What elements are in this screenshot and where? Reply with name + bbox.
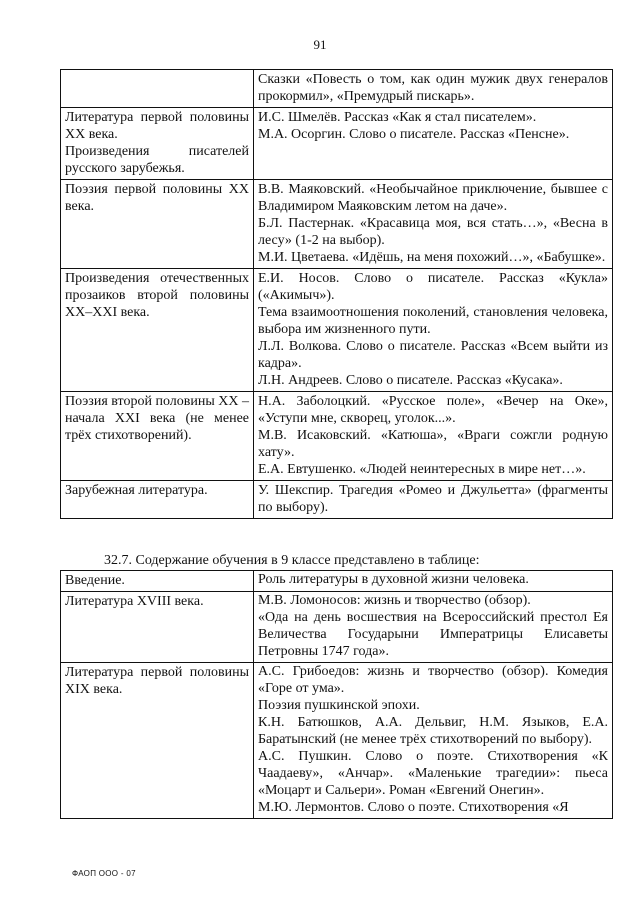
grade-9-content-table <box>60 570 613 819</box>
content-paragraph: Л.Л. Волкова. Слово о писателе. Рассказ «Всем выйти из кадра». <box>258 339 608 371</box>
topic-text: Поэзия второй половины XX – начала XXI века (не менее трёх стихотворений). <box>65 394 249 443</box>
topic-text: Литература XVIII века. <box>65 594 204 609</box>
topic-cell <box>61 108 254 180</box>
content-paragraph: М.И. Цветаева. «Идёшь, на меня похожий…», «Бабушке». <box>258 250 606 265</box>
content-cell <box>254 481 613 519</box>
topic-text: Литература первой половины XIX века. <box>65 665 249 697</box>
content-paragraph: В.В. Маяковский. «Необычайное приключение, бывшее с Владимиром Маяковским летом на даче». <box>258 182 608 214</box>
topic-cell <box>61 180 254 269</box>
content-paragraph: Тема взаимоотношения поколений, становления человека, выбора им жизненного пути. <box>258 305 608 337</box>
content-paragraph: А.С. Пушкин. Слово о поэте. Стихотворения «К Чаадаеву», «Анчар». «Маленькие трагедии»: пьеса «Моцарт и Сальери». Роман «Евгений Онегин». <box>258 749 608 798</box>
content-paragraph: И.С. Шмелёв. Рассказ «Как я стал писателем». <box>258 110 537 125</box>
topic-text: Введение. <box>65 573 125 588</box>
content-cell <box>254 180 613 269</box>
grade-8-content-table <box>60 69 613 519</box>
content-paragraph: К.Н. Батюшков, А.А. Дельвиг, Н.М. Языков, Е.А. Баратынский (не менее трёх стихотворений по выбору). <box>258 715 608 747</box>
content-cell <box>254 269 613 392</box>
content-cell <box>254 70 613 108</box>
content-paragraph: Е.И. Носов. Слово о писателе. Рассказ «Кукла» («Акимыч»). <box>258 271 608 303</box>
topic-cell <box>61 571 254 592</box>
content-paragraph: М.А. Осоргин. Слово о писателе. Рассказ «Пенсне». <box>258 127 570 142</box>
section-caption: 32.7. Содержание обучения в 9 классе представлено в таблице: <box>104 553 480 568</box>
content-paragraph: А.С. Грибоедов: жизнь и творчество (обзор). Комедия «Горе от ума». <box>258 664 608 696</box>
content-cell <box>254 571 613 592</box>
table-row <box>61 481 613 519</box>
content-paragraph: М.В. Исаковский. «Катюша», «Враги сожгли родную хату». <box>258 428 608 460</box>
content-cell <box>254 108 613 180</box>
grade-8-table-body <box>61 70 613 519</box>
table-row <box>61 571 613 592</box>
content-paragraph: У. Шекспир. Трагедия «Ромео и Джульетта» (фрагменты по выбору). <box>258 483 608 515</box>
table-row <box>61 592 613 663</box>
content-paragraph: М.В. Ломоносов: жизнь и творчество (обзор). <box>258 593 531 608</box>
topic-cell <box>61 70 254 108</box>
content-paragraph: М.Ю. Лермонтов. Слово о поэте. Стихотворения «Я <box>258 800 569 815</box>
page-number: 91 <box>313 37 327 52</box>
topic-text: Литература первой половины XX века. <box>65 110 249 142</box>
content-paragraph: Сказки «Повесть о том, как один мужик двух генералов прокормил», «Премудрый пискарь». <box>258 72 608 104</box>
table-row <box>61 269 613 392</box>
content-paragraph: «Ода на день восшествия на Всероссийский престол Ея Величества Государыни Императрицы Елисаветы Петровны 1747 года». <box>258 610 608 659</box>
topic-text: Зарубежная литература. <box>65 483 208 498</box>
content-paragraph: Роль литературы в духовной жизни человека. <box>258 572 529 587</box>
table-row <box>61 180 613 269</box>
content-cell <box>254 663 613 819</box>
topic-cell <box>61 663 254 819</box>
content-paragraph: Н.А. Заболоцкий. «Русское поле», «Вечер на Оке», «Уступи мне, скворец, уголок...». <box>258 394 608 426</box>
content-paragraph: Б.Л. Пастернак. «Красавица моя, вся стать…», «Весна в лесу» (1-2 на выбор). <box>258 216 608 248</box>
topic-text: Поэзия первой половины XX века. <box>65 182 249 214</box>
grade-9-table-body <box>61 571 613 819</box>
topic-cell <box>61 592 254 663</box>
topic-cell <box>61 392 254 481</box>
table-row <box>61 70 613 108</box>
table-row <box>61 108 613 180</box>
content-paragraph: Л.Н. Андреев. Слово о писателе. Рассказ «Кусака». <box>258 373 563 388</box>
topic-cell <box>61 269 254 392</box>
topic-text: Произведения писателей русского зарубежья. <box>65 144 249 176</box>
table-row <box>61 663 613 819</box>
table-row <box>61 392 613 481</box>
content-cell <box>254 592 613 663</box>
content-paragraph: Е.А. Евтушенко. «Людей неинтересных в мире нет…». <box>258 462 586 477</box>
topic-text: Произведения отечественных прозаиков второй половины XX–XXI века. <box>65 271 249 320</box>
footer-code: ФАОП ООО - 07 <box>72 869 136 878</box>
topic-cell <box>61 481 254 519</box>
content-cell <box>254 392 613 481</box>
content-paragraph: Поэзия пушкинской эпохи. <box>258 698 420 713</box>
